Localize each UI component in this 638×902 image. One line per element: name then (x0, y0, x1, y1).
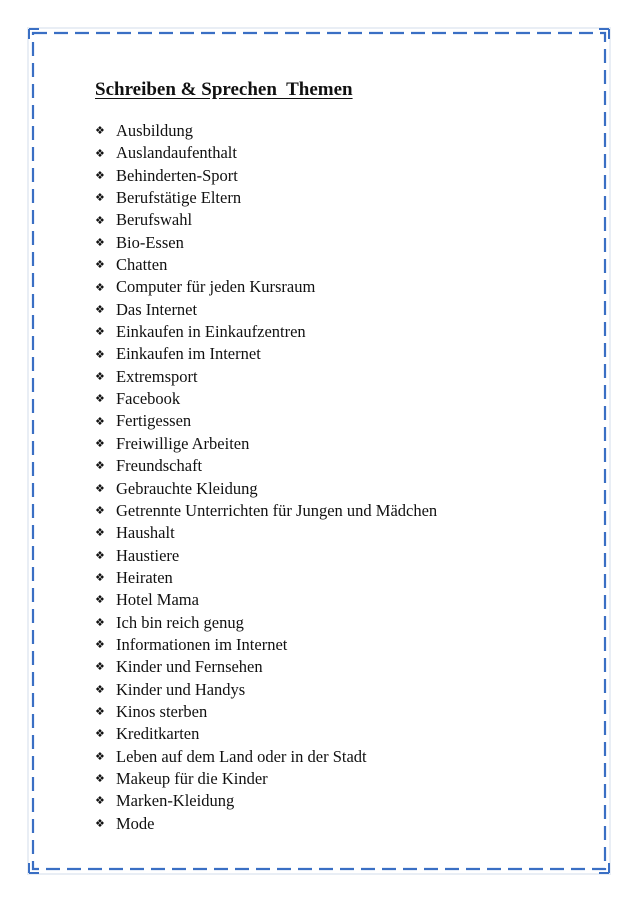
topic-label: Kinos sterben (116, 701, 208, 721)
diamond-bullet-icon: ❖ (95, 504, 105, 518)
topic-label: Berufstätige Eltern (116, 188, 242, 208)
list-item (95, 545, 437, 567)
diamond-bullet-icon: ❖ (95, 660, 105, 674)
diamond-bullet-icon: ❖ (95, 168, 105, 182)
page-title: Schreiben & Sprechen Themen (95, 79, 353, 100)
topic-label: Behinderten-Sport (116, 165, 238, 185)
list-item (95, 120, 437, 142)
diamond-bullet-icon: ❖ (95, 638, 105, 652)
list-item (95, 478, 437, 500)
topic-label: Kreditkarten (116, 724, 200, 744)
topic-label: Heiraten (116, 567, 173, 587)
list-item (95, 522, 437, 544)
list-item (95, 142, 437, 164)
diamond-bullet-icon: ❖ (95, 213, 105, 227)
list-item (95, 746, 437, 768)
topic-label: Berufswahl (116, 210, 193, 230)
diamond-bullet-icon: ❖ (95, 124, 105, 138)
diamond-bullet-icon: ❖ (95, 392, 105, 406)
list-item (95, 254, 437, 276)
topic-label: Gebrauchte Kleidung (116, 478, 258, 498)
list-item (95, 433, 437, 455)
topic-label: Einkaufen im Internet (116, 344, 261, 364)
diamond-bullet-icon: ❖ (95, 191, 105, 205)
topic-label: Marken-Kleidung (116, 791, 235, 811)
list-item (95, 232, 437, 254)
diamond-bullet-icon: ❖ (95, 414, 105, 428)
topic-label: Chatten (116, 255, 168, 275)
list-item (95, 343, 437, 365)
diamond-bullet-icon: ❖ (95, 548, 105, 562)
list-item (95, 567, 437, 589)
list-item (95, 723, 437, 745)
diamond-bullet-icon: ❖ (95, 772, 105, 786)
topic-label: Extremsport (116, 366, 198, 386)
diamond-bullet-icon: ❖ (95, 593, 105, 607)
list-item (95, 589, 437, 611)
diamond-bullet-icon: ❖ (95, 258, 105, 272)
diamond-bullet-icon: ❖ (95, 705, 105, 719)
topic-label: Facebook (116, 389, 181, 409)
topic-label: Haustiere (116, 545, 180, 565)
list-item (95, 768, 437, 790)
topic-label: Getrennte Unterrichten für Jungen und Mädchen (116, 500, 438, 520)
diamond-bullet-icon: ❖ (95, 571, 105, 585)
list-item (95, 388, 437, 410)
topic-label: Hotel Mama (116, 590, 199, 610)
list-item (95, 500, 437, 522)
diamond-bullet-icon: ❖ (95, 347, 105, 361)
diamond-bullet-icon: ❖ (95, 302, 105, 316)
list-item (95, 790, 437, 812)
topic-label: Freundschaft (116, 456, 203, 476)
list-item (95, 656, 437, 678)
diamond-bullet-icon: ❖ (95, 235, 105, 249)
list-item (95, 321, 437, 343)
diamond-bullet-icon: ❖ (95, 794, 105, 808)
diamond-bullet-icon: ❖ (95, 280, 105, 294)
topic-label: Mode (116, 813, 155, 833)
topic-list (95, 120, 437, 835)
diamond-bullet-icon: ❖ (95, 459, 105, 473)
diamond-bullet-icon: ❖ (95, 369, 105, 383)
list-item (95, 410, 437, 432)
list-item (95, 455, 437, 477)
list-item (95, 679, 437, 701)
topic-label: Freiwillige Arbeiten (116, 433, 250, 453)
diamond-bullet-icon: ❖ (95, 146, 105, 160)
topic-label: Auslandaufenthalt (116, 143, 237, 163)
topic-label: Kinder und Fernsehen (116, 657, 263, 677)
topic-label: Einkaufen in Einkaufzentren (116, 322, 306, 342)
diamond-bullet-icon: ❖ (95, 615, 105, 629)
topic-label: Fertigessen (116, 411, 192, 431)
list-item (95, 209, 437, 231)
topic-label: Ich bin reich genug (116, 612, 244, 632)
diamond-bullet-icon: ❖ (95, 436, 105, 450)
list-item (95, 612, 437, 634)
topic-label: Das Internet (116, 299, 198, 319)
list-item (95, 276, 437, 298)
topic-label: Makeup für die Kinder (116, 768, 268, 788)
topic-label: Kinder und Handys (116, 679, 246, 699)
topic-label: Bio-Essen (116, 232, 184, 252)
list-item (95, 813, 437, 835)
list-item (95, 701, 437, 723)
list-item (95, 165, 437, 187)
topic-label: Leben auf dem Land oder in der Stadt (116, 746, 367, 766)
topic-label: Haushalt (116, 523, 175, 543)
diamond-bullet-icon: ❖ (95, 325, 105, 339)
list-item (95, 634, 437, 656)
list-item (95, 187, 437, 209)
diamond-bullet-icon: ❖ (95, 727, 105, 741)
topic-label: Informationen im Internet (116, 634, 288, 654)
list-item (95, 366, 437, 388)
diamond-bullet-icon: ❖ (95, 816, 105, 830)
diamond-bullet-icon: ❖ (95, 481, 105, 495)
topic-label: Computer für jeden Kursraum (116, 277, 316, 297)
topic-label: Ausbildung (116, 121, 194, 140)
diamond-bullet-icon: ❖ (95, 682, 105, 696)
list-item (95, 299, 437, 321)
diamond-bullet-icon: ❖ (95, 749, 105, 763)
diamond-bullet-icon: ❖ (95, 526, 105, 540)
